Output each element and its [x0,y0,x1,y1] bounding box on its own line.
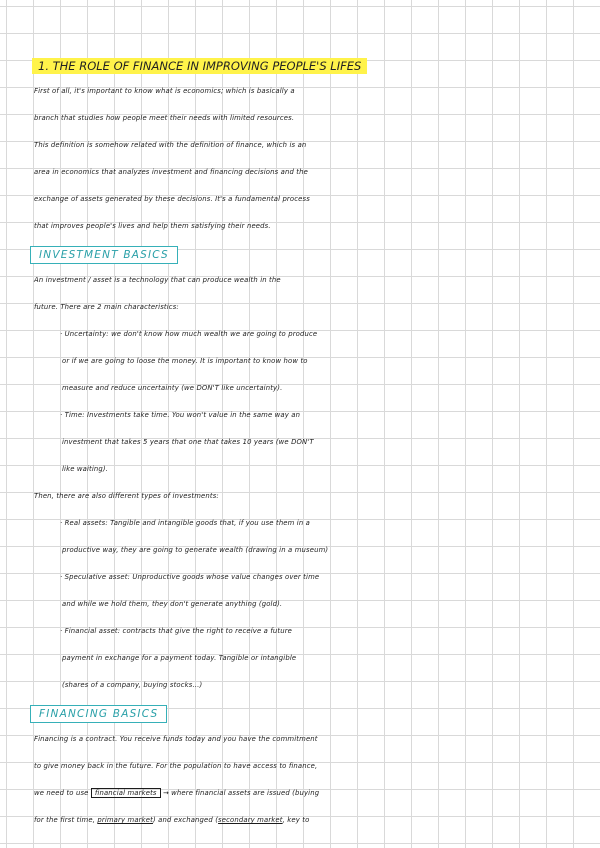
financing-text: ) and exchanged ( [152,816,219,824]
investment-line: payment in exchange for a payment today. Tangible or intangible [62,654,297,662]
investment-bullet: · Financial asset: contracts that give the right to receive a future [60,627,293,635]
primary-market-underline: primary market [97,816,153,824]
investment-line: measure and reduce uncertainty (we DON'T like uncertainty). [62,384,283,392]
intro-line: First of all, it's important to know what is economics; which is basically a [34,87,295,95]
financing-line [34,789,600,797]
investment-line: future. There are 2 main characteristics: [34,303,179,311]
financing-line [34,816,600,824]
secondary-market-underline: secondary market [218,816,283,824]
financial-markets-box: financial markets [91,788,161,798]
investment-line: or if we are going to loose the money. It is important to know how to [62,357,308,365]
intro-line: exchange of assets generated by these decisions. It's a fundamental process [34,195,310,203]
intro-line: area in economics that analyzes investment and financing decisions and the [34,168,308,176]
financing-text: we need to use [34,789,89,797]
investment-line: and while we hold them, they don't generate anything (gold). [62,600,283,608]
investment-line: investment that takes 5 years that one that takes 10 years (we DON'T [62,438,314,446]
investment-line: like waiting). [62,465,109,473]
financing-text: for the first time, [34,816,96,824]
intro-line: that improves people's lives and help them satisfying their needs. [34,222,271,230]
section-heading-investment: INVESTMENT BASICS [30,246,178,264]
intro-line: branch that studies how people meet their needs with limited resources. [34,114,295,122]
page-title: 1. THE ROLE OF FINANCE IN IMPROVING PEOPLE'S LIFES [32,58,367,74]
financing-text: → where financial assets are issued (buying [162,789,320,797]
financing-line: Financing is a contract. You receive funds today and you have the commitment [34,735,318,743]
investment-bullet: · Real assets: Tangible and intangible goods that, if you use them in a [60,519,311,527]
investment-bullet: · Uncertainty: we don't know how much wealth we are going to produce [60,330,318,338]
investment-line: (shares of a company, buying stocks...) [62,681,203,689]
investment-bullet: · Speculative asset: Unproductive goods whose value changes over time [60,573,320,581]
investment-line: Then, there are also different types of investments: [34,492,219,500]
investment-line: An investment / asset is a technology that can produce wealth in the [34,276,281,284]
intro-line: This definition is somehow related with the definition of finance, which is an [34,141,307,149]
section-heading-financing: FINANCING BASICS [30,705,167,723]
investment-line: productive way, they are going to generate wealth (drawing in a museum) [62,546,329,554]
financing-text: , key to [282,816,310,824]
financing-line: to give money back in the future. For the population to have access to finance, [34,762,318,770]
investment-bullet: · Time: Investments take time. You won't value in the same way an [60,411,301,419]
